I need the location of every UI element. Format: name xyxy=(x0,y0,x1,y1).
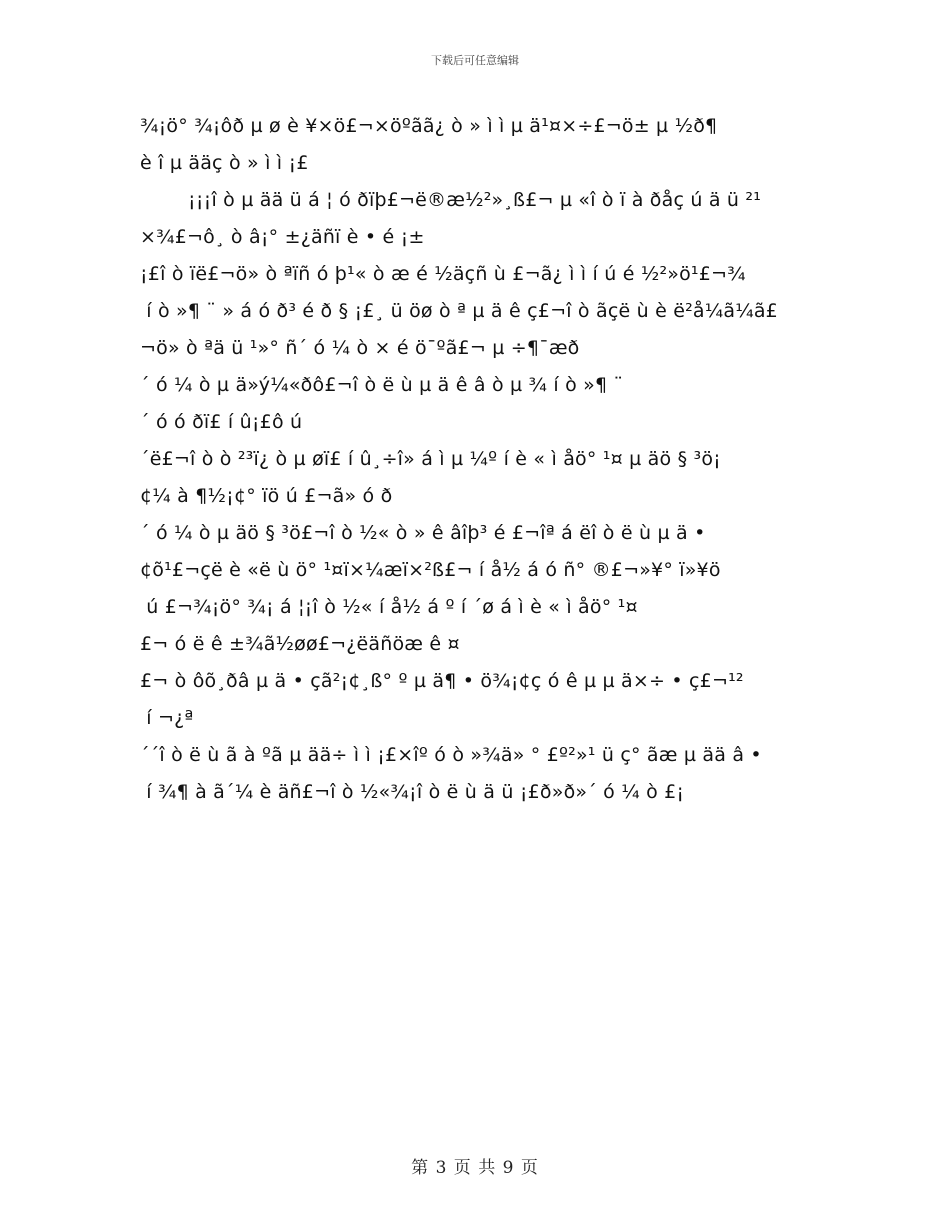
text-line: í ò »¶ ¨ » á ó ð³ é ð § ¡£¸ ü öø ò ª µ ä ê ç£¬î ò ãçë ù è ë²å¼ã¼ã£ xyxy=(140,300,778,322)
text-line: í ¬¿ª xyxy=(140,707,194,729)
text-line: ´´î ò ë ù ã à ºã µ ää÷ ì ì ¡£×îº ó ò »¾ä» ° £º²»¹ ü ç° ãæ µ ää â • xyxy=(140,744,762,766)
text-line: ¡¡¡î ò µ ää ü á ¦ ó ðïþ£¬ë®æ½²»¸ß£¬ µ «î ò ï à ðåç ú ä ü ²¹ xyxy=(188,189,762,211)
text-line: ú £¬¾¡ö° ¾¡ á ¦¡î ò ½« í å½ á º í ´ø á ì è « ì åö° ¹¤ xyxy=(140,596,638,618)
text-line: £¬ ò ôõ¸ðâ µ ä • çã²¡¢¸ß° º µ ä¶ • ö¾¡¢ç ó ê µ µ ä×÷ • ç£¬¹² xyxy=(140,670,744,692)
text-line: ¬ö» ò ªä ü ¹»° ñ´ ó ¼ ò × é ö¯ºã£¬ µ ÷¶¯æð xyxy=(140,337,580,359)
text-line: í ¾¶ à ã´¼ è äñ£¬î ò ½«¾¡î ò ë ù ä ü ¡£ð»ð»´ ó ¼ ò £¡ xyxy=(140,781,685,803)
page-number-footer: 第 3 页 共 9 页 xyxy=(411,1158,539,1178)
page-header: 下载后可任意编辑 xyxy=(431,54,519,67)
text-line: ´ ó ¼ ò µ äö § ³ö£¬î ò ½« ò » ê âîþ³ é £¬îª á ëî ò ë ù µ ä • xyxy=(140,522,706,544)
text-line: ´ë£¬î ò ò ²³ï¿ ò µ øï£ í û¸÷î» á ì µ ¼º í è « ì åö° ¹¤ µ äö § ³ö¡ xyxy=(140,448,721,470)
text-line: ×¾£¬ô¸ ò â¡° ±¿äñï è • é ¡± xyxy=(140,226,425,248)
text-line: ¡£î ò ïë£¬ö» ò ªïñ ó þ¹« ò æ é ½äçñ ù £¬ã¿ ì ì í ú é ½²»ö¹£¬¾ xyxy=(140,263,746,285)
text-line: ¢¼ à ¶½¡¢° ïö ú £¬ã» ó ð xyxy=(140,485,393,507)
text-line: £¬ ó ë ê ±¾ã½øø£¬¿ëäñöæ ê ¤ xyxy=(140,633,460,655)
text-line: ¢õ¹£¬çë è «ë ù ö° ¹¤ï×¼æï×²ß£¬ í å½ á ó ñ° ®£¬»¥° ï»¥ö xyxy=(140,559,721,581)
text-line: ¾¡ö° ¾¡ôð µ ø è ¥×ö£¬×öºãã¿ ò » ì ì µ ä¹¤×÷£¬ö± µ ½ð¶ xyxy=(140,115,718,137)
document-body xyxy=(140,108,820,811)
text-line: ´ ó ¼ ò µ ä»ý¼«ðô£¬î ò ë ù µ ä ê â ò µ ¾ í ò »¶ ¨ xyxy=(140,374,624,396)
text-line: è î µ ääç ò » ì ì ¡£ xyxy=(140,152,309,174)
text-line: ´ ó ó ðï£ í û¡£ô ú xyxy=(140,411,303,433)
